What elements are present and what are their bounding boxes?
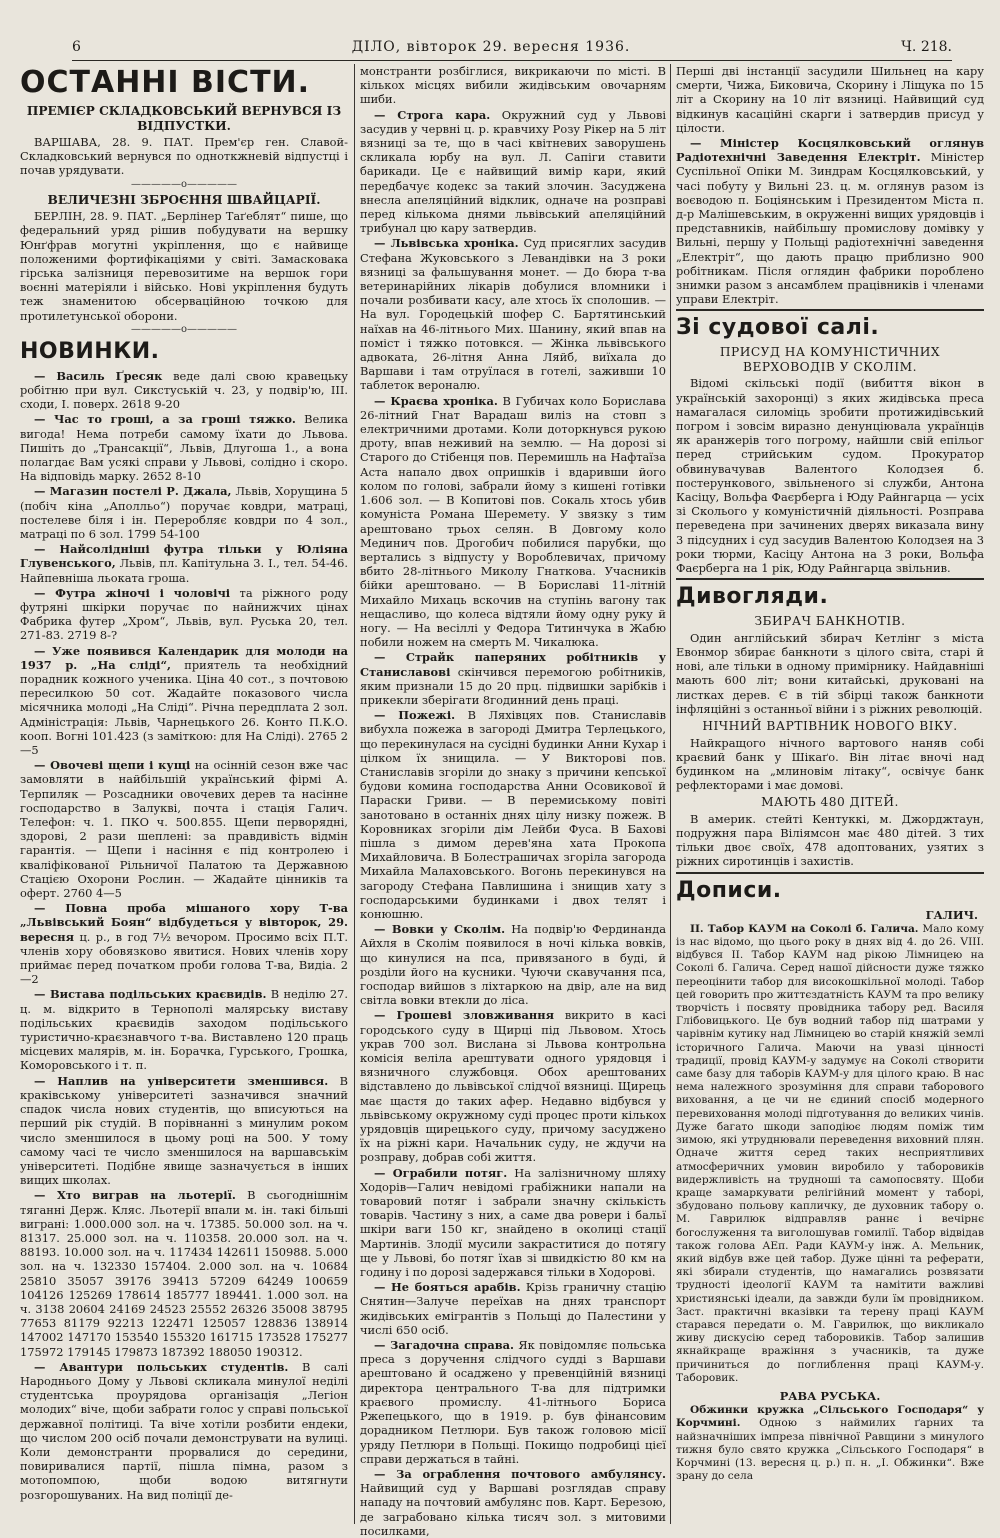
- list-item: [676, 64, 984, 135]
- item-text: Суд присяглих засудив Стефана Жуковського з Левандівки на 3 роки вязниці за фальшування монет. — До бюра т-ва ветеринарійних лікарів добулися вломники і почали розбивати касу, але хтось їх сполошив. — На вул. Городецькій шофер С. Бартятинський наїхав на 46-літнього Мих. Шанину, який впав на поміст і тяжко потовкся. — Жінка львівського адвоката, 26-літня Анна Ляйб, виїхала до Варшави і там отруїлася в готелі, заживши 10 таблеток вероналю.: [360, 236, 666, 393]
- item-lead: — Повна проба мішаного хору Т-ва „Львівський Боян“ відбудеться у вівторок, 29. вересня: [20, 901, 348, 944]
- item-text: На подвір'ю Фердинанда Айхля в Сколім появилося в ночі кілька вовків, що кинулися на пса, привязаного в буді, й розділи його на кусники. Чуючи скавучання пса, господар вийшов з ліхтаркою на двір, але на вид світла вовки втекли до ліса.: [360, 922, 666, 1008]
- list-item: [20, 987, 348, 1072]
- item-text: Найвищий суд у Варшаві розглядав справу нападу на почтовий амбулянс пов. Карт. Березою, де заграбовано кілька тисяч зол. з митовими посилками,: [360, 1481, 666, 1538]
- item-text: В салі Народнього Дому у Львові скликала минулої неділі студентська проурядова організація „Легіон молодих“ віче, щоби забрати голос у справі польської державної політиці. Та віче хотіли розбити ендеки, що числом 200 осіб почали демонструвати на вулиці. Коли демонстранти прорвалися до середини, повиривалися партії, пішла пімна, разом з мотопомпою, щоби водою витягнути розгорошуваних. На вид поліції де-: [20, 1359, 349, 1502]
- item-text: Одною з наймилих ґарних та найзначніших імпреза північної Равщини з минулого тижня було свято кружка „Сільського Господаря“ в Корчмині (13. вересня ц. р.) п. н. „І. Обжинки“. Вже зрану до села: [676, 1417, 984, 1483]
- item-lead: — Футра жіночі і чоловічі: [34, 585, 231, 600]
- section-rule: [676, 872, 984, 874]
- item-lead: — Ограбили потяг.: [374, 1165, 508, 1180]
- item-lead: — Авантури польських студентів.: [34, 1359, 289, 1374]
- list-item: [20, 1074, 348, 1188]
- list-item: [360, 64, 666, 107]
- list-item: [20, 1188, 348, 1358]
- item-text: Велика вигода! Нема потреби самому їхати до Львова. Пишіть до „Трансакції“, Львів, Длугоша 1., а вона полагдає Вам усякі справи у Львові, солідно і скоро. На відповідь марку. 2652 8-10: [20, 412, 348, 484]
- item-text: веде далі свою кравецьку робітню при вул. Сикстуській ч. 23, у подвір'ю, ІІІ. сходи, І. поверх. 2618 9-20: [20, 368, 348, 412]
- ornament-divider: —————o—————: [130, 178, 238, 190]
- item-lead: — Виставa подільських краєвидів.: [34, 987, 267, 1002]
- list-item: [20, 758, 348, 900]
- report-text: [676, 923, 984, 1385]
- item-text: Перші дві інстанції засудили Шильнец на кару смерти, Чижа, Биковича, Скорину і Ліщука по 15 літ а Скорину на 10 літ вязниці. Найвищий суд відкинув касаційні скарги і затвердив присуд у цілости.: [676, 64, 984, 135]
- list-item: [20, 1360, 348, 1502]
- curiosity-heading: МАЮТЬ 480 ДІТЕЙ.: [761, 795, 899, 810]
- news-text: ВАРШАВА, 28. 9. ПАТ. Прем'єр ген. Славой-Складковський вернувся по одноткжневій відпустці і почав урядувати.: [20, 135, 348, 178]
- list-item: [360, 1280, 666, 1337]
- curiosity-text: В америк. стейті Кентуккі, м. Джорджтаун, подружня пара Віліямсон має 480 дітей. З тих тільки двоє своїх, 478 адоптованих, узятих з ріжних сиротинців і захистів.: [676, 811, 984, 869]
- column-rule: [670, 64, 671, 1524]
- list-item: [676, 136, 984, 306]
- news-heading: ПРЕМІЄР СКЛАДКОВСЬКИЙ ВЕРНУВСЯ ІЗ ВІДПУСТКИ.: [26, 104, 342, 133]
- news-section-title: НОВИНКИ.: [20, 338, 160, 364]
- report-place: РАВА РУСЬКА.: [779, 1388, 881, 1403]
- item-text: Львів, пл. Капітульна 3. І., тел. 54-46. Найпевніша льоката гроша.: [20, 556, 348, 585]
- item-text: ц. р., в год 7½ вечором. Просимо всіх П.Т. членів хору обовязково явитися. Нових членів хору приймає перед початком проби голова Т-ва, Видіа. 2—2: [20, 929, 348, 987]
- section-rule: [676, 309, 984, 311]
- list-item: [20, 644, 348, 758]
- item-lead: — Страйк паперяних робітників у Станиславові: [360, 650, 666, 679]
- item-lead: — Час то гроші, а за гроші тяжко.: [34, 412, 296, 427]
- section-rule: [676, 578, 984, 580]
- page-number: 6: [72, 39, 81, 55]
- list-item: [20, 369, 348, 412]
- item-text: В сьогоднішнім тяганні Держ. Кляс. Льотерії впали м. ін. такі більші виграні: 1.000.000 зол. на ч. 17385. 50.000 зол. на ч. 81317. 25.000 зол. на ч. 110358. 20.000 зол. на ч. 88193. 10.000 зол. на ч. 117434 142611 150988. 5.000 зол. на ч. 132330 157404. 2.000 зол. на ч. 10684 25810 35057 39176 39413 57209 64249 100659 104126 125269 178614 185777 189441. 1.000 зол. на ч. 3138 20604 24169 24523 25552 26326 35008 38795 77653 81179 92213 122471 125057 128836 138914 147002 147170 153540 155320 161715 173528 175277 175972 179145 179873 187392 188050 190312.: [20, 1188, 348, 1359]
- item-text: В краківському університеті зазначився значний спадок числа нових студентів, що вписуються на перший рік студій. В порівнанні з минулим роком число зменшилося в цьому році на 500. У тому самому часі те число зменшилося на варшавськім університеті. Подібне явище зазначується в інших вищих школах.: [20, 1073, 348, 1188]
- item-text: Окружний суд у Львові засудив у червні ц. р. кравчиху Розу Рікер на 5 літ вязниці за те, що в часі квітневих заворушень скликала юрбу на вул. Л. Сапіги ставити барикади. Це є найвищий вимір кари, який передбачує кодекс за такий злочин. Засуджена внесла апеляційний відклик, одначе на розправі перед кількома днями львівський апеляційний трибунал цю кару затвердив.: [360, 107, 666, 236]
- column-rule: [354, 64, 355, 1524]
- item-lead: — Грошеві зловживання: [374, 1008, 555, 1023]
- curiosity-heading: НІЧНИЙ ВАРТІВНИК НОВОГО ВІКУ.: [702, 719, 958, 734]
- curiosities-section-title: Дивогляди.: [676, 584, 829, 610]
- item-lead: — Загадочна справа.: [374, 1338, 514, 1353]
- curiosity-text: Один англійський збирач Кетлінг з міста Евонмор збирає банкноти з цілого світа, старі й нові, але тільки в одному примірнику. Найдавніші мають 600 літ; вони китайські, друковані на листках дерев. Є в тій збірці також банкноти інфляційні з останньої війни і з ріжних революцій.: [676, 630, 984, 716]
- list-item: [360, 1338, 666, 1466]
- item-text: приятель та необхідний порадник кожного ученика. Ціна 40 сот., з почтовою пересилкою 50 сот. Жадайте показового числа місячника молоді „На Сліді“. Річна передплата 2 зол. Адміністрація: Львів, Чарнецького 26. Конто П.К.О. кооп. Вогні 101.423 (з заміткою: для На Сліді). 2765 2—5: [20, 657, 348, 758]
- item-text: Як повідомляє польська преса з доручення слідчого судді з Варшави арештовано й осаджено у превенційній вязниці директора центрального Т-ва для підтримки краєвого промислу. 41-літнього Бориса Ржепецького, що в 1919. р. був фінансовим дорадником Петлюри. Був також головою місії уряду Петлюри в Польщі. Покищо подробиці цієї справи держаться в тайні.: [360, 1338, 666, 1466]
- page-header: [72, 36, 952, 61]
- reports-section-title: Дописи.: [676, 877, 782, 903]
- item-text: скінчився перемогою робітників, яким признали 15 до 20 прц. підвишки зарібків і прикекли зберігати 8годинний день праці.: [360, 664, 666, 707]
- item-text: В неділю 27. ц. м. відкрито в Тернополі малярську виставу подільських краєвидів заходом подільського туристично-краєзнавчого т-ва. Виставлено 120 праць місцевих малярів, м. ін. Боpачка, Гурського, Грошка, Коморовського і т. п.: [20, 987, 348, 1073]
- curiosity-text: Найкращого нічного вартового наняв собі краєвий банк у Шікаґо. Він літає вночі над будинком на „млиновім літаку“, освічує банк рефлекторами і має домові.: [676, 735, 984, 793]
- report-place: ГАЛИЧ.: [925, 907, 978, 922]
- item-lead: — Львівська хроніка.: [374, 236, 519, 251]
- item-lead: — Найсолідніші футра тільки у Юліяна Глувенського,: [20, 542, 348, 571]
- list-item: [20, 586, 348, 643]
- item-lead: — Строга кара.: [374, 107, 491, 122]
- item-text: В Губичах коло Борислава 26-літний Гнат Варадаш виліз на стовп з електричними дротами. Коли доторкнувся рукою дроту, впав неживий на землю. — На дорозі зі Старого до Стібенця пов. Перемишль на Нафтаїза Аста напало двох опришків і вдаривши його колом по голові, забрали йому з кишені готівки 1.606 зол. — В Копитові пов. Сокаль хтось убив комуніста Романа Шеремету. У звязку з тим арештовано трьох селян. В Довгому коло Мединич пов. Дрогобич побилися парубки, що вертались з відпусту у Вороблевичах, причому вбито 28-літнього Миколу Гнаткова. Учасників бійки арештовано. — В Бориславі 11-літній Михайло Михаць вскочив на ступінь вагону так нещасливо, що колеса відтяли йому одну руку й ногу. — На весіллі у Федора Титинчука в Жабю побили ножем на смерть М. Чикалюка.: [360, 393, 667, 650]
- report-lead: Обжинки кружка „Сільського Господаря“ у Корчмині.: [676, 1404, 984, 1430]
- court-subtitle: ПРИСУД НА КОМУНІСТИЧНИХ ВЕРХОВОДІВ У СКОЛІМ.: [719, 345, 941, 374]
- item-text: Крізь граничну стацію Снятин—Залуче переїхав на днях транспорт жидівських емігрантів з Польщі до Палестини у числі 650 осіб.: [360, 1280, 667, 1337]
- news-text: БЕРЛІН, 28. 9. ПАТ. „Берлінер Таґеблят“ пише, що федеральний уряд рішив побудувати на вершку Юнґфрав могутні укріплення, що є найвище положеними фортифікаціями у світі. Замасковака гірська залізниця перевозитиме на вершок гори воєнні матеріяли і військо. Нові укріплення будуть теж знаменитою обсерваційною точкою для протилетунської оборони.: [20, 209, 348, 323]
- news-heading: ВЕЛИЧЕЗНІ ЗБРОЄННЯ ШВАЙЦАРІЇ.: [47, 192, 321, 207]
- list-item: [20, 412, 348, 483]
- list-item: [360, 1166, 666, 1280]
- item-lead: — Краєва хроніка.: [374, 393, 498, 408]
- item-lead: — Магазин постелі Р. Джала,: [34, 484, 232, 499]
- column-2: [360, 64, 667, 1538]
- list-item: [360, 650, 666, 707]
- item-text: та ріжного роду футряні шкірки поручає по найнижчих цінах Фабрика футер „Хром“, Львів, вул. Руська 20, тел. 271-83. 2719 8-?: [20, 585, 349, 643]
- item-text: на осінній сезон вже час замовляти в найбільшій український фірмі А. Терпиляк — Розсадники овочевих дерев та насінне господарство в Залуквi, почта і стація Галич. Телефон: ч. 1. ПКО ч. 500.855. Щепи перворядні, здорові, 2 рази шеплені: за правдивість відмін гарантія. — Щепи і насіння є під контролею і кваліфікованої Рільничої Палатою та Державною Стацією Охорони Рослин. — Жадайте цінників та оферт. 2760 4—5: [20, 758, 349, 901]
- item-text: На залізничному шляху Ходорів—Галич невідомі грабіжники напали на товаровий потяг і забрали значну скількість товарів. Частину з них, а саме два ровери і бальї шкіри ваги 150 кг, знайдено в околиці стації Мартинів. Злодії мусили закраститися до потягу ще у Львові, бо потяг їхав зі швидкістю 80 км на годину і по дорозі задержався тільки в Ходорові.: [360, 1165, 666, 1280]
- item-lead: — Овочеві щепи і кущі: [34, 758, 191, 773]
- list-item: [360, 708, 666, 921]
- item-lead: — Міністер Косцялковський оглянув Радіотехнічні Заведення Електріт.: [676, 136, 984, 165]
- item-text: викрито в касі городського суду в Щирці під Львовом. Хтось украв 700 зол. Вислана зі Львова контрольна комісія веліла арештувати одного урядовця і вязничного службовця. Обох арештованих відставлено до львівської слідчої вязниці. Щирець має щастя до таких афер. Недавно відбувся у львівському окружному суді процес проти кількох урядовців щирецького суду, причому засуджено їх на ріжні кари. Начальник суду, не ждучи на розправу, добрав собі життя.: [360, 1008, 666, 1165]
- item-text: монстранти розбіглися, викрикаючи по місті. В кількох місцях вибили жидівським овочарням шиби.: [360, 64, 666, 107]
- issue-number: Ч. 218.: [901, 39, 952, 55]
- item-lead: — Хто виграв на льотерії.: [34, 1188, 236, 1203]
- list-item: [20, 484, 348, 541]
- list-item: [20, 901, 348, 986]
- item-lead: — Уже появився Календарик для молоди на 1937 р. „На сліді“,: [20, 643, 348, 672]
- item-lead: — Наплив на університети зменшився.: [34, 1073, 329, 1088]
- list-item: [360, 1008, 666, 1164]
- list-item: [20, 542, 348, 585]
- column-1: [20, 64, 348, 1526]
- item-lead: — Не бояться арабів.: [374, 1280, 521, 1295]
- item-text: Мало кому із нас відомо, що цього року в днях від 4. до 26. VIII. відбувся II. Табор КАУМ над рікою Лімницею на Соколі б. Галича. Серед нашої дійсности дуже тяжко переоцінити табор для високошкільної молоді. Табор цей говорить про життєздатність КАУМ та про велику творчість і посвяту провідника табору ред. Василя Глібовицького. Це був водний табор під шатрами у чарівнім кутику над Лімницею во старій княжій землі історичного Галича. Маючи на увазі цінності традиції, провід КАУМ-у задумує на Соколі створити саме базу для таборів КАУМ-у для цілого краю. В нас нема належного зрозуміння для справи таборового виховання, а це чи не єдиний спосіб модерного перевиховання молоді підготування до великих чинів. Дуже багато шкоди заподіює людям поміж тим зимою, які утруднювали переведення виховний плян. Одначе життя серед таких несприятливих атмосферичних умовин виробило у таборовиків видержливість на трудноші та самопосвяту. Щоби краще замаркувати релігійний момент у таборі, збудовано польову капличку, де духовник табору о. М. Гаврилюк відправляв раннє і вечірнє богослуження та виголошував гомилії. Табор відвідав також голова АЕп. Ради КАУМ-у інж. А. Мельник, який відбув вже цей табор. Дуже цінні та реферати, які збирали студентів, що намагались розвязати трудності ідеології КАУМ та намітити важливі християнські ідеали, да завжди були їм провідником. Заст. практичні вказівки та терену праці КАУМ старався передати о. М. Гаврилюк, що викликало живу дискусію серед таборовиків. Табор залишив якнайкраще вражіння з учасників, та дуже причиниться до поглиблення праці КАУМ-у. Таборовик.: [676, 922, 984, 1384]
- item-lead: — Пожежі.: [374, 708, 456, 723]
- item-text: Міністер Суспільної Опіки М. Зиндрам Косцялковський, у часі побуту у Вильні 23. ц. м. оглянув разом із воєводою п. Боціянським і Президентом Міста п. д-р Малішевським, в окруженні вищих урядовців і представників, найбільшу промислову домівку у Вильні, першу у Польщі радіотехнічні заведення „Електріт“, що дають працю приблизно 900 робітникам. Після оглядин фабрики пороблено знимки разом з ансамблем працівників і членами управи Електріт.: [676, 150, 985, 307]
- court-section-title: Зі судової салі.: [676, 315, 880, 341]
- newspaper-masthead: ДІЛО, вівторок 29. вересня 1936.: [351, 39, 631, 55]
- column-3: [676, 64, 984, 1526]
- latest-news-title: ОСТАННІ ВІСТИ.: [20, 65, 311, 100]
- report-text: [676, 1404, 984, 1483]
- report-lead: II. Табор КАУМ на Соколі б. Галича.: [690, 922, 919, 935]
- ornament-divider: —————o—————: [130, 323, 238, 335]
- list-item: [360, 1467, 666, 1538]
- item-lead: — Василь Ґресяк: [34, 368, 163, 383]
- item-lead: — За ограблення почтового амбулянсу.: [374, 1466, 666, 1481]
- court-text: Відомі скільські події (вибиття вікон в українській захоронці) з яких жидівська преса намагалася силоміць зробити протижидівський погром і зовсім виразно денунціювала українців як аранжерів того погрому, найшли свій епільог перед стрийським судом. Прокуратор обвинувачував Валентого Колодзея б. постерункового, звільненого зі служби, Антона Касіцу, Вольфа Фаєрберга і Юду Райнгарца — усіх зі Сколього у комуністичній діяльності. Розправа переведена при зачинених дверях виказала вину 3 підсудних і суд засудив Валентою Колодзея на 3 роки тюрми, Касіцу Антона на 3 роки, Вольфа Фаєрберга на 1 рік, Юду Райнгарца звільнив.: [676, 376, 984, 576]
- list-item: [360, 108, 666, 236]
- item-lead: — Вовки у Сколім.: [374, 922, 506, 937]
- curiosity-heading: ЗБИРАЧ БАНКНОТІВ.: [754, 614, 906, 629]
- list-item: [360, 236, 666, 392]
- item-text: В Ляхівцях пов. Станиславів вибухла пожежа в загороді Дмитра Терлецького, що перекинулася на сусідні будинки Анни Кухар і цілком їх знищила. — У Викторові пов. Станиславів згоріли до знаку з причини кепської будови комина господарства Анни Осовикової й Параски Гриви. — В перемиському повіті занотовано в останніх днях цілу низку пожеж. В Коровниках згоріли дім Лейби Фуса. В Бахові пішла з димом дерев'яна хата Прокопа Михайловича. В Болестрашичах згоріла загорода Михайла Малаховського. Вогонь перекинувся на загороду Стефана Павлишина і знищив хату з господарськими будинками і двох телят і конюшню.: [360, 708, 666, 921]
- list-item: [360, 394, 666, 650]
- list-item: [360, 922, 666, 1007]
- item-text: Львів, Хорущина 5 (побіч кіна „Аполльо“) поручає ковдри, матраці, постелеве біля і ін. Переробляє ковдри по 4 зол., матраці по 6 зол. 1799 54-100: [20, 484, 349, 541]
